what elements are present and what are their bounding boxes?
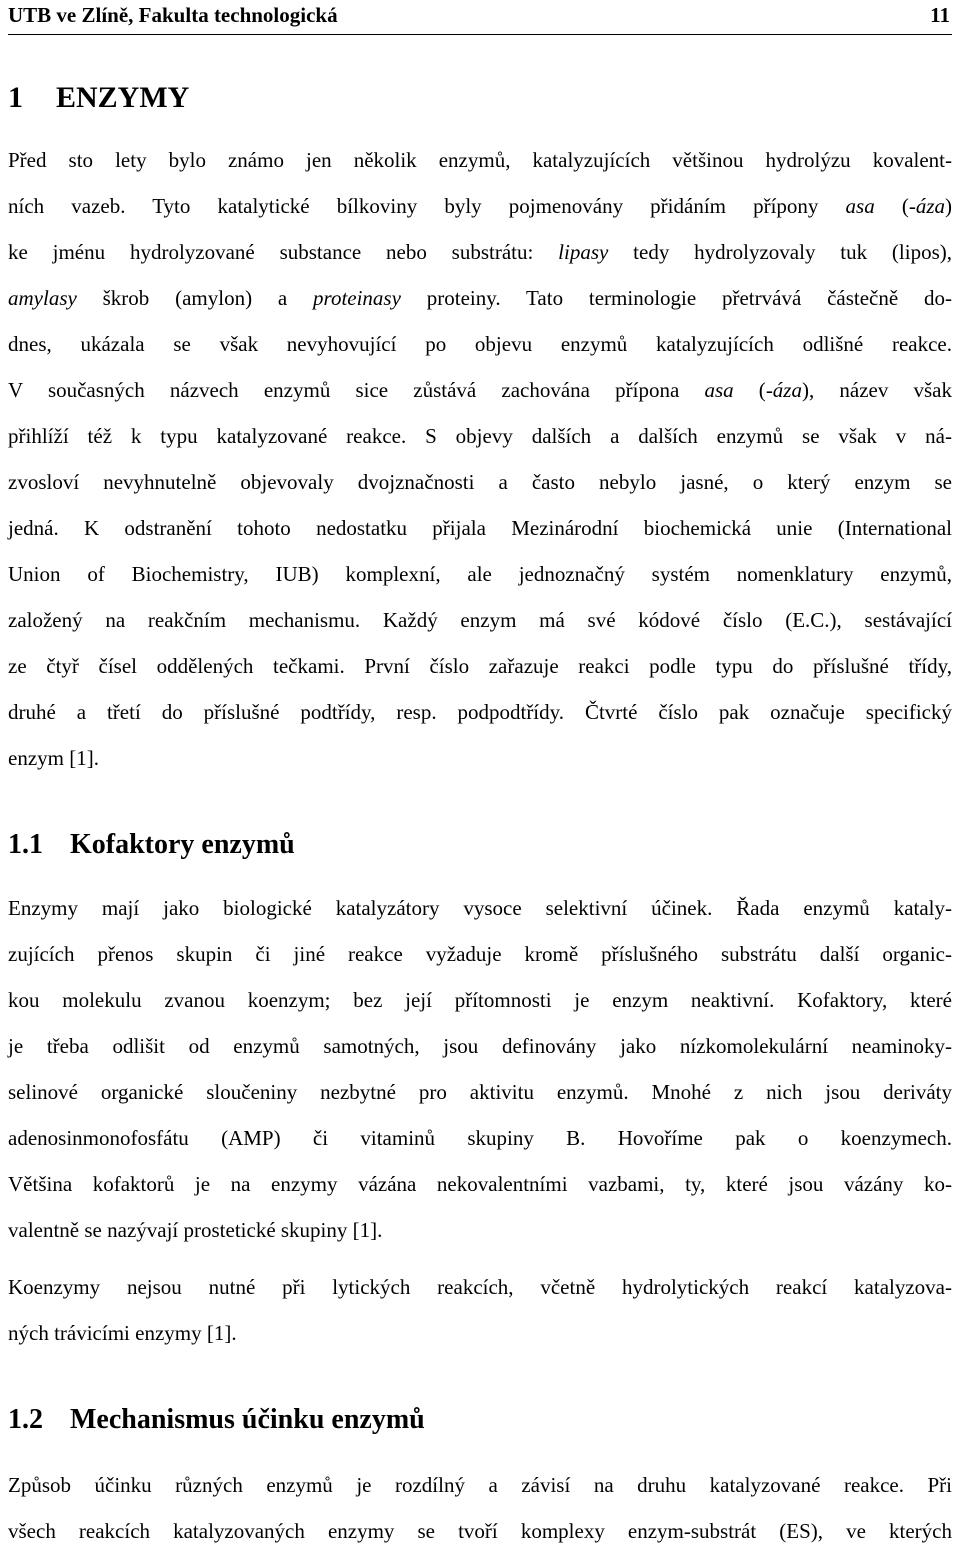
section-title: Kofaktory enzymů: [70, 829, 295, 860]
text-line: Způsob účinku různých enzymů je rozdílný a závisí na druhu katalyzované reakce. Při: [8, 1473, 952, 1497]
header-page-number: 11: [930, 3, 950, 27]
text-line: jedná. K odstranění tohoto nedostatku přijala Mezinárodní biochemická unie (International: [8, 516, 952, 540]
text-line: amylasy škrob (amylon) a proteinasy proteiny. Tato terminologie přetrvává částečně do-: [8, 286, 953, 310]
paragraph-intro: [8, 137, 952, 781]
chapter-heading: [8, 78, 189, 118]
text-line: ných trávicími enzymy [1].: [8, 1321, 237, 1345]
text-line: Union of Biochemistry, IUB) komplexní, ale jednoznačný systém nomenklatury enzymů,: [8, 562, 952, 586]
text-line: Enzymy mají jako biologické katalyzátory vysoce selektivní účinek. Řada enzymů kataly-: [8, 896, 952, 920]
section-number: 1.1: [8, 829, 43, 860]
section-title: Mechanismus účinku enzymů: [70, 1404, 425, 1435]
text-line: adenosinmonofosfátu (AMP) či vitaminů skupiny B. Hovoříme pak o koenzymech.: [8, 1126, 952, 1150]
text-line: je třeba odlišit od enzymů samotných, jsou definovány jako nízkomolekulární neaminoky-: [8, 1034, 952, 1058]
running-header: [8, 0, 952, 35]
chapter-number: 1: [8, 81, 23, 114]
text-line: Před sto lety bylo známo jen několik enzymů, katalyzujících většinou hydrolýzu kovalent-: [8, 148, 952, 172]
text-line: ních vazeb. Tyto katalytické bílkoviny byly pojmenovány přidáním přípony asa (-áza): [8, 194, 952, 218]
text-line: Většina kofaktorů je na enzymy vázána nekovalentními vazbami, ty, které jsou vázány ko-: [8, 1172, 952, 1196]
text-line: kou molekulu zvanou koenzym; bez její přítomnosti je enzym neaktivní. Kofaktory, které: [8, 988, 952, 1012]
paragraph-cofactors: [8, 885, 952, 1253]
paragraph-coenzymes: [8, 1264, 952, 1356]
text-line: selinové organické sloučeniny nezbytné pro aktivitu enzymů. Mnohé z nich jsou deriváty: [8, 1080, 952, 1104]
text-line: dnes, ukázala se však nevyhovující po objevu enzymů katalyzujících odlišné reakce.: [8, 332, 952, 356]
text-line: valentně se nazývají prostetické skupiny [1].: [8, 1218, 383, 1242]
header-institution: UTB ve Zlíně, Fakulta technologická: [8, 3, 338, 27]
section-heading-mechanism: [8, 1401, 425, 1439]
text-line: Koenzymy nejsou nutné při lytických reakcích, včetně hydrolytických reakcí katalyzova-: [8, 1275, 952, 1299]
text-line: ke jménu hydrolyzované substance nebo substrátu: lipasy tedy hydrolyzovaly tuk (lipos),: [8, 240, 953, 264]
text-line: druhé a třetí do příslušné podtřídy, resp. podpodtřídy. Čtvrté číslo pak označuje specifický: [8, 700, 952, 724]
text-line: zvosloví nevyhnutelně objevovaly dvojznačnosti a často nebylo jasné, o který enzym se: [8, 470, 952, 494]
text-line: V současných názvech enzymů sice zůstává zachována přípona asa (-áza), název však: [8, 378, 952, 402]
text-line: enzym [1].: [8, 746, 99, 770]
text-line: přihlíží též k typu katalyzované reakce. S objevy dalších a dalších enzymů se však v ná-: [8, 424, 952, 448]
chapter-title: ENZYMY: [56, 81, 190, 114]
text-line: založený na reakčním mechanismu. Každý enzym má své kódové číslo (E.C.), sestávající: [8, 608, 952, 632]
paragraph-mechanism: [8, 1462, 952, 1554]
section-number: 1.2: [8, 1404, 43, 1435]
text-line: ze čtyř čísel oddělených tečkami. První číslo zařazuje reakci podle typu do příslušné třídy,: [8, 654, 952, 678]
text-line: zujících přenos skupin či jiné reakce vyžaduje kromě příslušného substrátu další organic-: [8, 942, 952, 966]
section-heading-cofactors: [8, 826, 295, 864]
text-line: všech reakcích katalyzovaných enzymy se tvoří komplexy enzym-substrát (ES), ve kterých: [8, 1519, 952, 1543]
